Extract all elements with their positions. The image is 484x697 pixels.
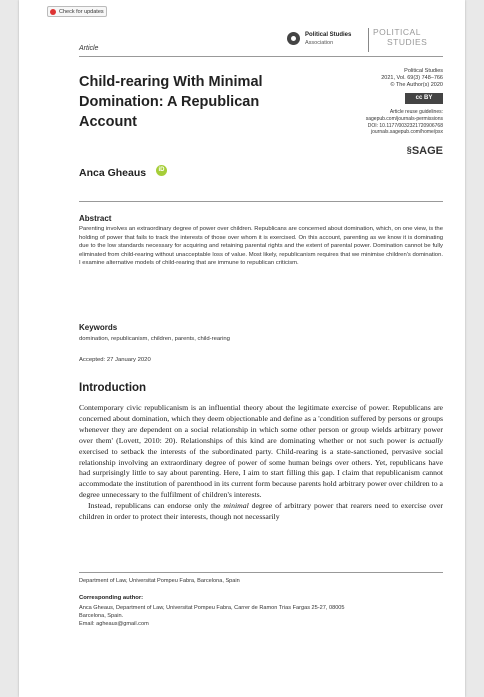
corr-address-line1: Anca Gheaus, Department of Law, Universitat Pompeu Fabra, Carrer de Ramon Trias Fargas 25-27, 08005 — [79, 605, 345, 611]
reuse-link[interactable]: sagepub.com/journals-permissions — [365, 115, 443, 122]
intro-p2-text-b: degree of arbitrary power that rearers need to exercise over children in order to protect their interests, though not necessarily — [79, 501, 443, 522]
cc-license-badge[interactable]: cc BY — [405, 93, 443, 104]
journal-name: Political Studies — [404, 68, 443, 74]
author-name: Anca Gheaus — [79, 167, 147, 179]
header-divider — [79, 56, 443, 57]
check-for-updates-button[interactable] — [47, 6, 107, 17]
keywords-heading: Keywords — [79, 323, 118, 332]
orcid-icon[interactable]: iD — [156, 165, 167, 176]
publisher-name: SAGE — [411, 145, 443, 157]
author-affiliation: Department of Law, Universitat Pompeu Fabra, Barcelona, Spain — [79, 578, 240, 584]
doi[interactable]: DOI: 10.1177/0032321720906768 — [367, 122, 443, 129]
intro-p1-text-a: Contemporary civic republicanism is an influential theory about the legitimate exercise of power. Republicans are concerned about domination, which they deem objectionable and define as a 'condition suffered by persons or groups whenever they are dependent on a social relationship in which some other person or group wields arbitrary power over them' (Lovett, 2010: 20). Relationships of this kind are dominating whether or not such power is — [79, 403, 443, 445]
journal-link[interactable]: journals.sagepub.com/home/psx — [371, 129, 443, 136]
author-divider — [79, 201, 443, 202]
intro-paragraph-2 — [79, 501, 443, 523]
paper-title: Child-rearing With Minimal Domination: A Republican Account — [79, 74, 263, 130]
updates-icon — [50, 9, 56, 15]
psa-logo-line1: Political Studies — [305, 32, 352, 38]
corr-address-line2: Barcelona, Spain. — [79, 612, 124, 619]
corresponding-author-details — [79, 605, 443, 628]
corr-email[interactable]: Email: agheaus@gmail.com — [79, 620, 149, 627]
intro-p1-text-b: exercised to setback the interests of the subordinated party. Child-rearing is a state-sanctioned, pervasive social relationship involving an extraordinary degree of power of some human beings over others. Yet, republicans have had surprisingly little to say about parenting. Here, I aim to start filling this gap. I claim that republicanism cannot accommodate the institution of parenthood in its current form because parents hold arbitrary power over children to a degree unnecessary to the fulfilment of children's interests. — [79, 446, 443, 500]
psa-logo-line2: Association — [305, 40, 334, 46]
keywords-text: domination, republicanism, children, parents, child-rearing — [79, 336, 230, 342]
psa-logo-icon — [287, 32, 300, 45]
intro-p2-emphasis: minimal — [223, 501, 249, 511]
abstract-heading: Abstract — [79, 214, 112, 223]
check-for-updates-label: Check for updates — [59, 9, 104, 15]
copyright: © The Author(s) 2020 — [390, 82, 443, 88]
introduction-heading: Introduction — [79, 382, 147, 394]
accepted-date: Accepted: 27 January 2020 — [79, 357, 151, 363]
abstract-text: Parenting involves an extraordinary degree of power over children. Republicans are concerned about domination, which, on one view, is the holding of power that fails to track the interests of those over whom it is exercised. On this account, parenting as we know it is dominating due to the low standards necessary for acquiring and retaining parental rights and the extent of parental power. Domination cannot be fully eliminated from child-rearing without unacceptable loss of value. Most likely, republicanism requires that we minimise children's domination. I examine alternative models of child-rearing that are immune to republican criticism. — [79, 226, 443, 267]
intro-paragraph-1 — [79, 403, 443, 501]
reuse-info — [339, 109, 443, 136]
journal-meta — [359, 68, 443, 89]
article-type: Article — [79, 45, 99, 52]
introduction-body — [79, 403, 443, 523]
journal-logo — [368, 28, 448, 52]
psa-logo — [287, 30, 361, 48]
journal-logo-line2: STUDIES — [387, 36, 428, 47]
footnote-divider — [79, 572, 443, 573]
journal-logo-line1: POLITICAL — [373, 27, 421, 37]
reuse-label: Article reuse guidelines: — [389, 109, 443, 115]
volume-pages: 2021, Vol. 69(3) 748–766 — [381, 75, 443, 81]
intro-p2-text-a: Instead, republicans can endorse only the — [88, 501, 224, 511]
sage-swirl-icon: § — [406, 145, 412, 155]
corresponding-author-heading: Corresponding author: — [79, 595, 144, 601]
paper-page — [19, 0, 465, 697]
sage-logo — [395, 145, 443, 157]
intro-p1-emphasis: actually — [418, 435, 443, 445]
